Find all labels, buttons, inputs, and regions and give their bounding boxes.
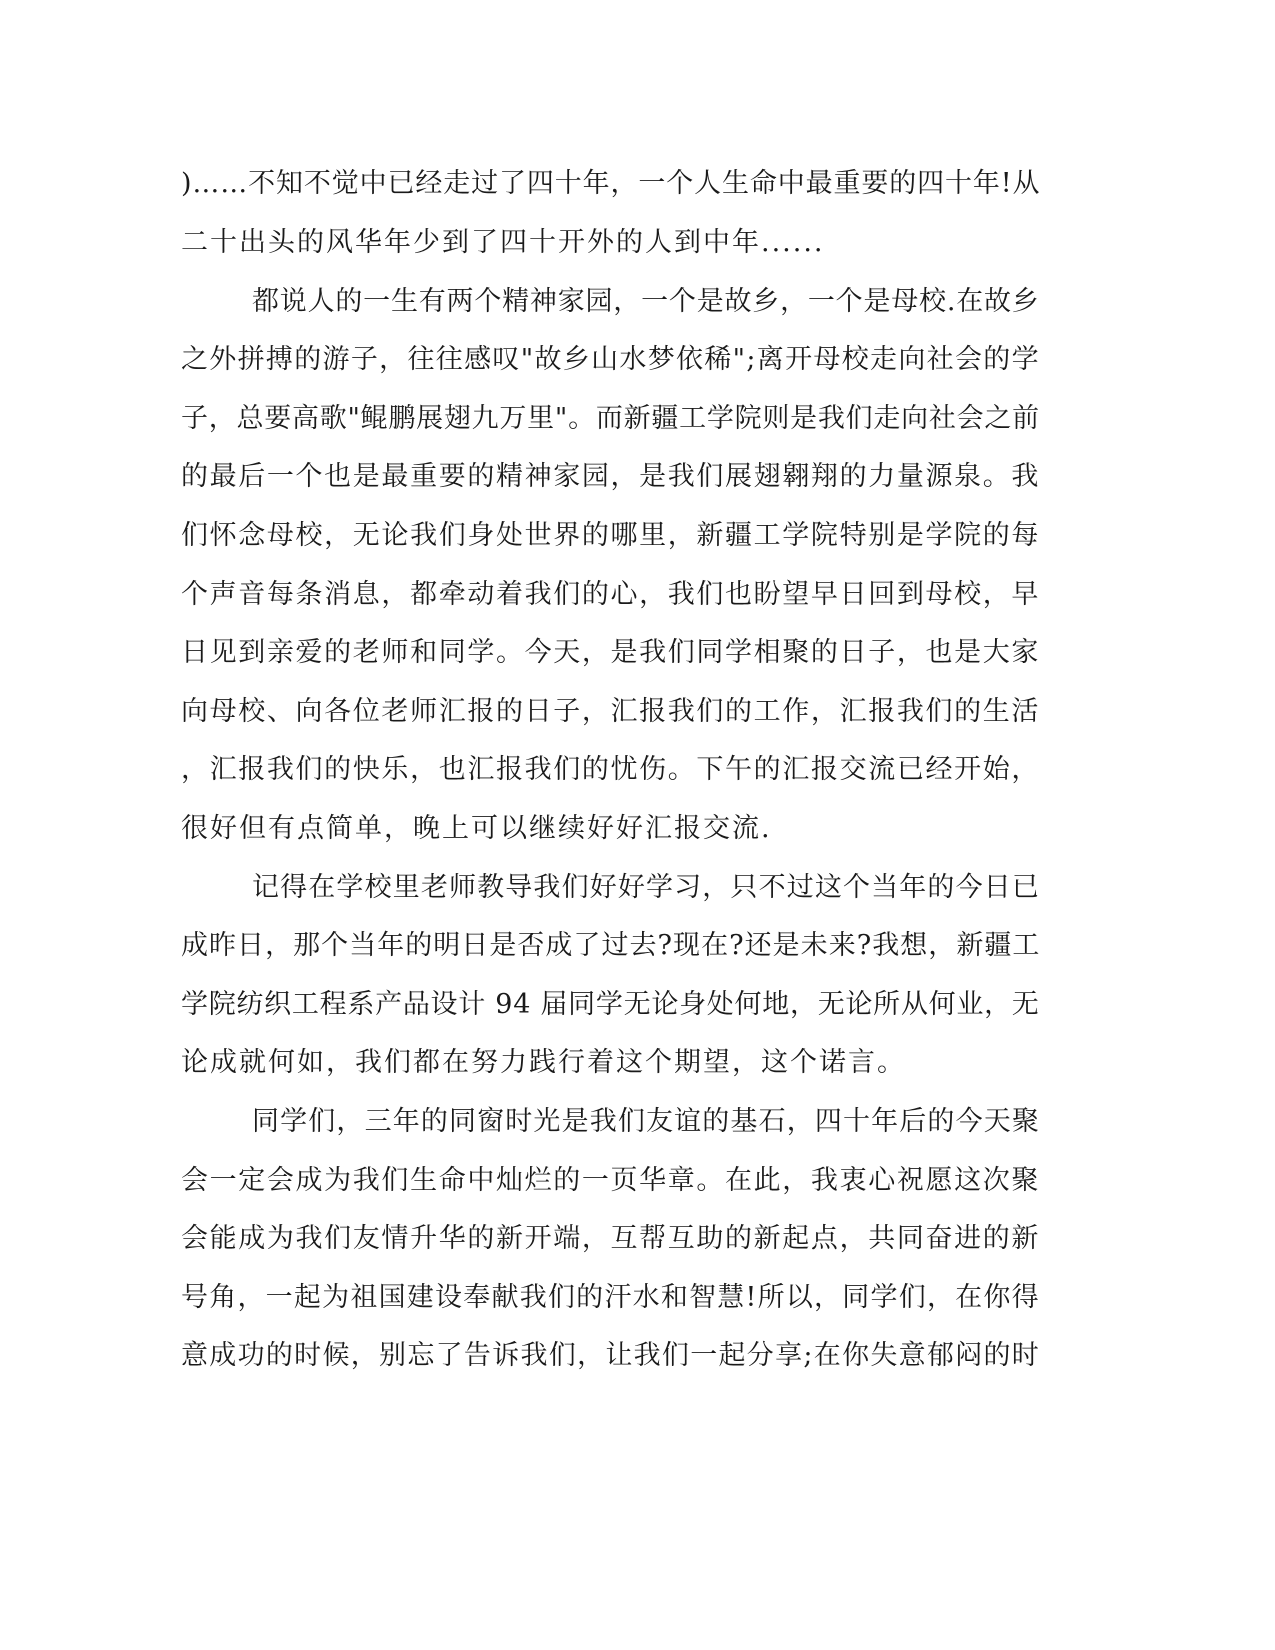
paragraph-start-line: 记得在学校里老师教导我们好好学习，只不过这个当年的今日已 (252, 872, 1040, 903)
text-line: 子，总要高歌"鲲鹏展翅九万里"。而新疆工学院则是我们走向社会之前 (181, 403, 1040, 434)
text-line: 们怀念母校，无论我们身处世界的哪里，新疆工学院特别是学院的每 (181, 520, 1040, 551)
text-line: 意成功的时候，别忘了告诉我们，让我们一起分享;在你失意郁闷的时 (181, 1340, 1041, 1371)
text-line: 日见到亲爱的老师和同学。今天，是我们同学相聚的日子，也是大家 (181, 637, 1040, 668)
text-line: 成昨日，那个当年的明日是否成了过去?现在?还是未来?我想，新疆工 (181, 930, 1041, 961)
text-line: 号角，一起为祖国建设奉献我们的汗水和智慧!所以，同学们，在你得 (181, 1282, 1040, 1313)
text-line: 二十出头的风华年少到了四十开外的人到中年...... (181, 227, 825, 258)
text-line: 的最后一个也是最重要的精神家园，是我们展翅翱翔的力量源泉。我 (181, 461, 1040, 492)
text-line: 之外拼搏的游子，往往感叹"故乡山水梦依稀";离开母校走向社会的学 (181, 344, 1040, 375)
text-line: 会一定会成为我们生命中灿烂的一页华章。在此，我衷心祝愿这次聚 (181, 1165, 1040, 1196)
text-line: ，汇报我们的快乐，也汇报我们的忧伤。下午的汇报交流已经开始， (181, 754, 1040, 785)
paragraph-start-line: 都说人的一生有两个精神家园，一个是故乡，一个是母校.在故乡 (252, 286, 1040, 317)
text-line: 会能成为我们友情升华的新开端，互帮互助的新起点，共同奋进的新 (181, 1223, 1040, 1254)
text-line: 很好但有点简单，晚上可以继续好好汇报交流. (181, 813, 772, 844)
text-line: 向母校、向各位老师汇报的日子，汇报我们的工作，汇报我们的生活 (181, 696, 1040, 727)
text-line: 个声音每条消息，都牵动着我们的心，我们也盼望早日回到母校，早 (181, 579, 1040, 610)
text-line: 论成就何如，我们都在努力践行着这个期望，这个诺言。 (181, 1047, 906, 1078)
text-line: )……不知不觉中已经走过了四十年，一个人生命中最重要的四十年!从 (181, 168, 1041, 199)
text-line: 学院纺织工程系产品设计 94 届同学无论身处何地，无论所从何业，无 (181, 989, 1040, 1020)
paragraph-start-line: 同学们，三年的同窗时光是我们友谊的基石，四十年后的今天聚 (252, 1106, 1040, 1137)
